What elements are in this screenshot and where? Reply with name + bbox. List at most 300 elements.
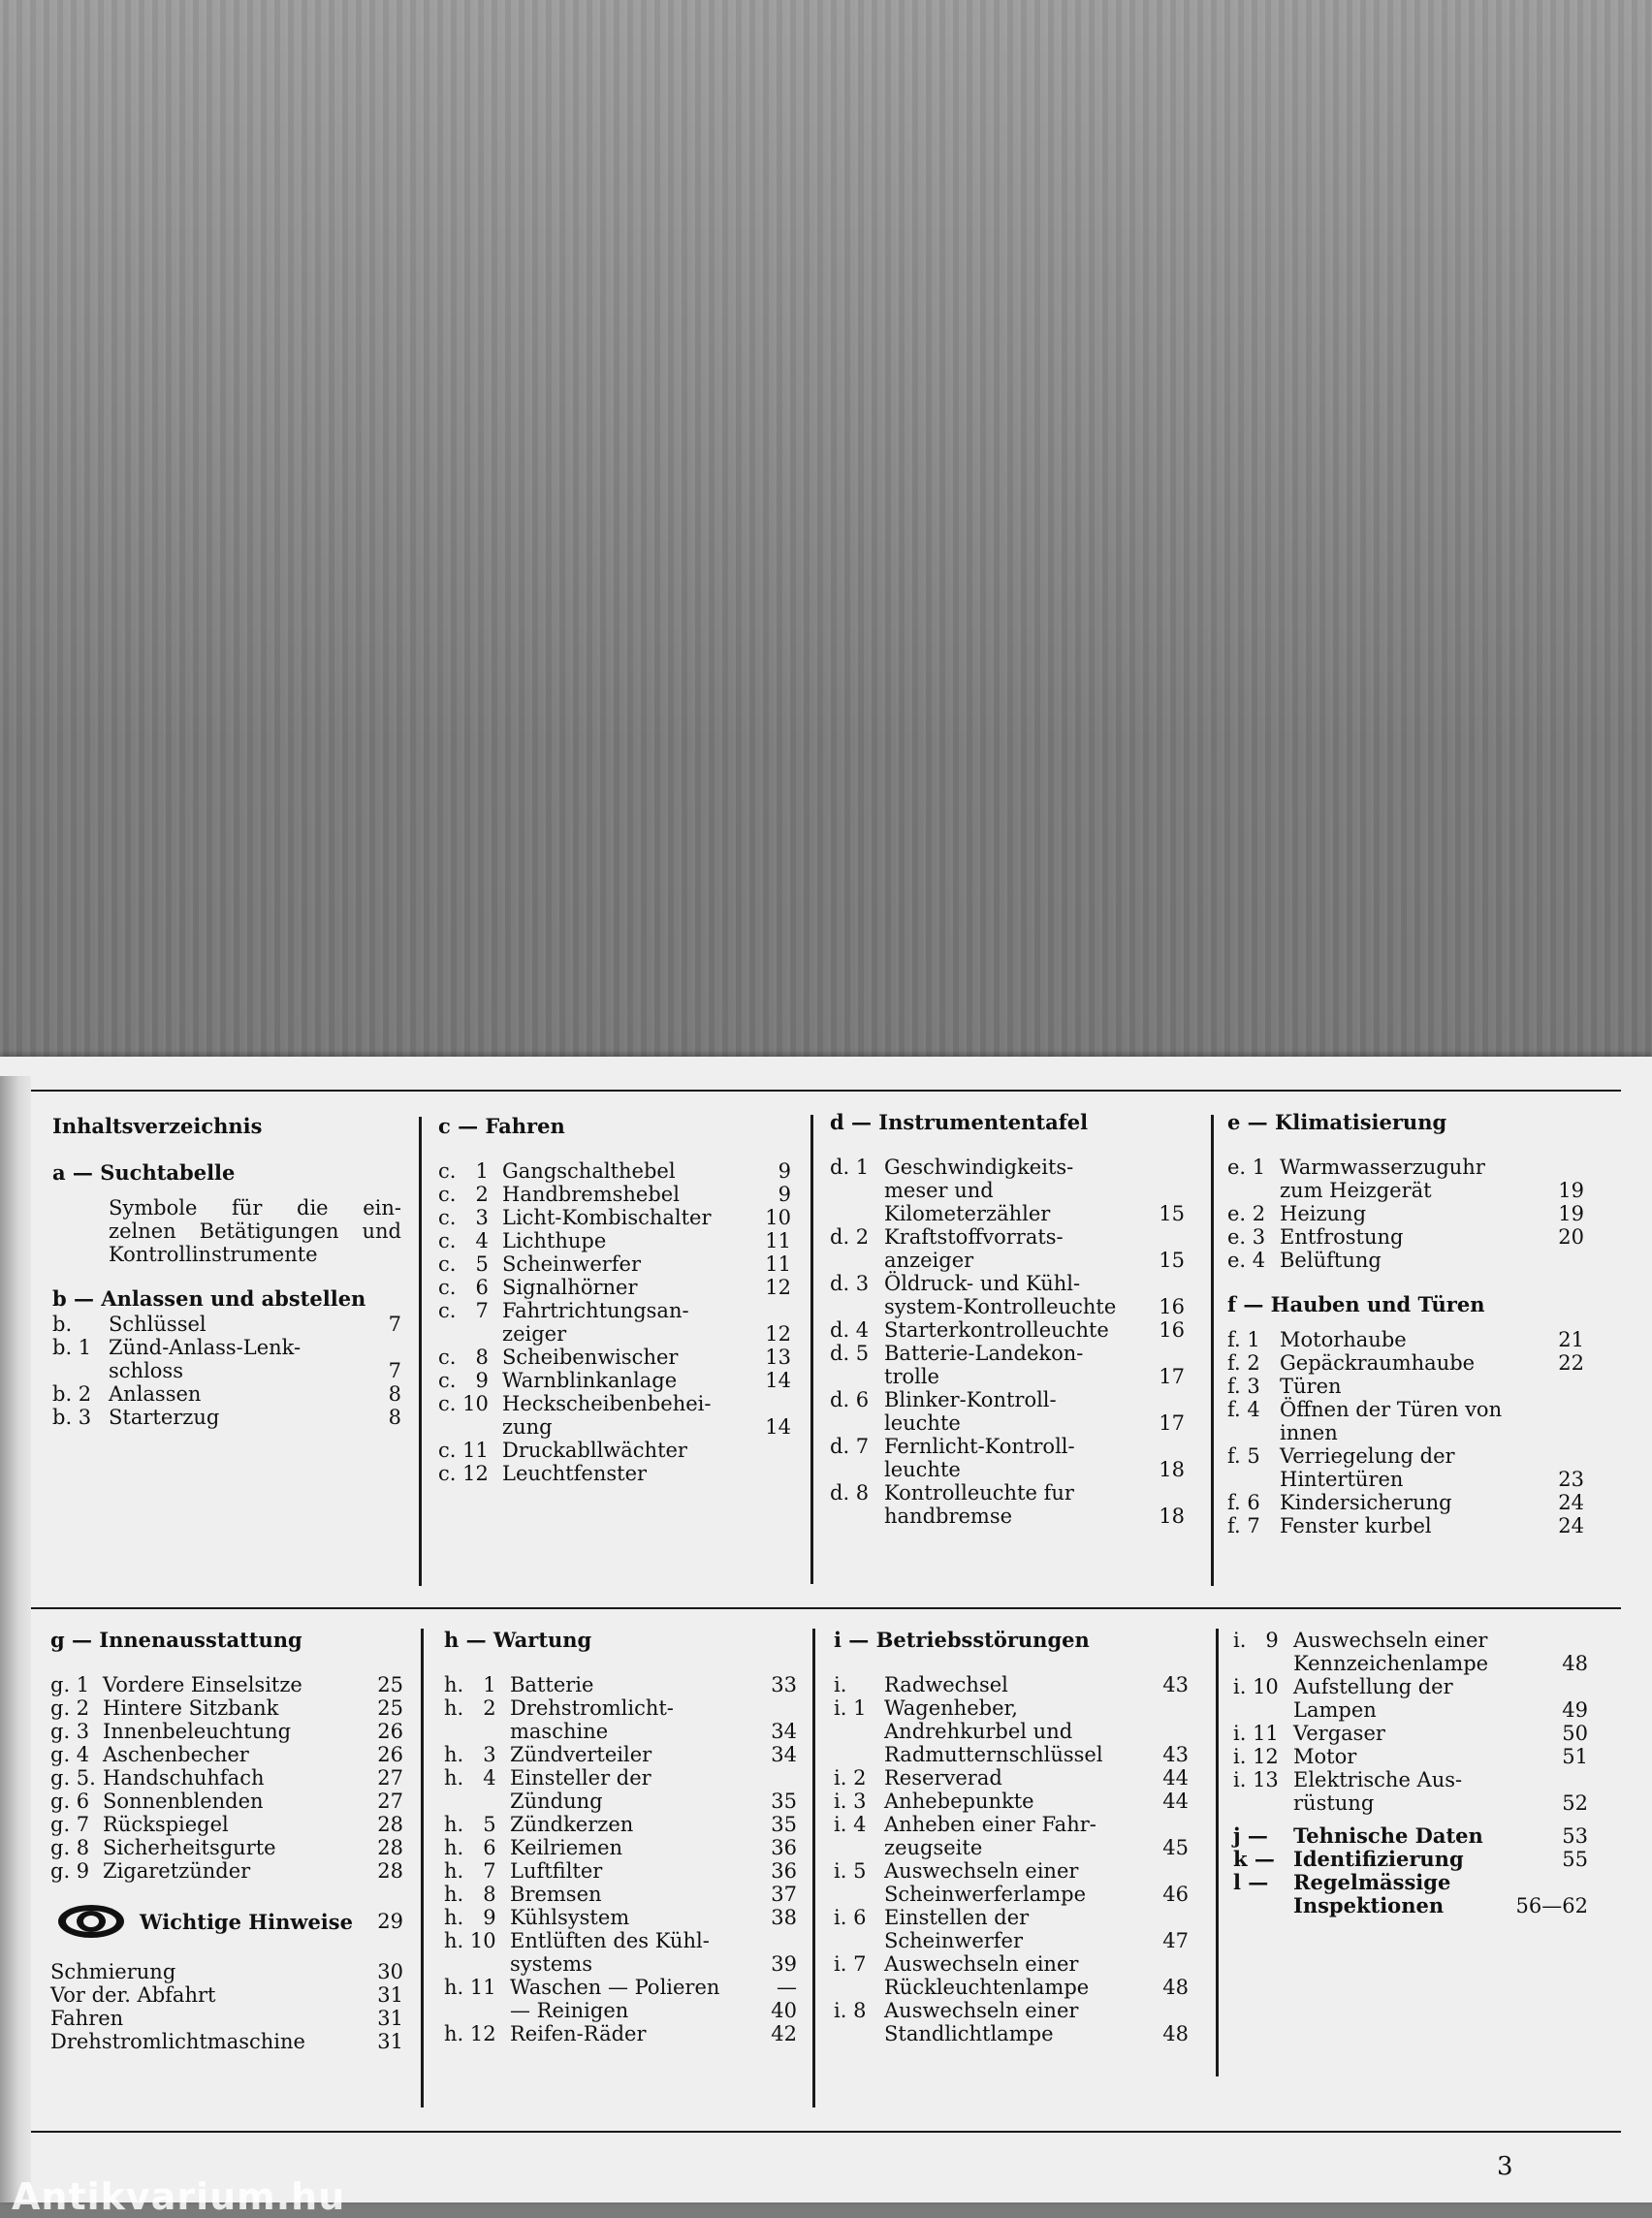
entry-title: Aschenbecher	[103, 1743, 249, 1766]
toc-entry	[1227, 1351, 1584, 1375]
entry-page: 33	[771, 1673, 797, 1696]
section-c-title: c — Fahren	[438, 1114, 565, 1138]
toc-entry	[444, 1813, 797, 1836]
toc-entry	[438, 1415, 791, 1439]
toc-entry	[50, 2007, 403, 2030]
entry-key: f. 1	[1227, 1328, 1260, 1351]
toc-entry	[830, 1435, 1185, 1458]
column-contents-c	[438, 1113, 791, 1485]
entry-title: Kindersicherung	[1280, 1491, 1452, 1514]
toc-entry	[438, 1322, 791, 1346]
entry-title: Reifen-Räder	[510, 2022, 647, 2045]
entry-page: 19	[1558, 1202, 1584, 1225]
toc-entry	[50, 1720, 403, 1743]
entry-key: c. 2	[438, 1183, 489, 1206]
entry-title: Drehstromlicht-	[510, 1696, 674, 1720]
watermark: Antikvarium.hu	[12, 2175, 346, 2218]
entry-title: Schlüssel	[109, 1313, 206, 1336]
divider-top-2	[810, 1115, 813, 1584]
entry-page: 40	[771, 1999, 797, 2022]
section-g-title: g — Innenausstattung	[50, 1628, 302, 1652]
entry-title: Standlichtlampe	[884, 2022, 1054, 2045]
hinweise-list	[50, 1960, 403, 2053]
entry-key: g. 5.	[50, 1766, 96, 1790]
entry-key: g. 2	[50, 1696, 90, 1720]
toc-entry	[1233, 1768, 1588, 1791]
entry-page: 35	[771, 1813, 797, 1836]
toc-entry	[830, 1481, 1185, 1505]
entry-title: Regelmässige	[1293, 1870, 1451, 1894]
toc-entry	[1233, 1675, 1588, 1698]
toc-title: Inhaltsverzeichnis	[52, 1114, 263, 1138]
toc-entry	[834, 1673, 1189, 1696]
entry-title: Zündkerzen	[510, 1813, 634, 1836]
entry-title: Motor	[1293, 1745, 1357, 1768]
entry-key: b. 3	[52, 1406, 92, 1429]
entry-page: 18	[1159, 1458, 1185, 1481]
toc-entry	[830, 1202, 1185, 1225]
entry-title: Türen	[1280, 1375, 1342, 1398]
toc-entry	[830, 1318, 1185, 1342]
toc-entry	[52, 1359, 401, 1382]
entry-title: Wagenheber,	[884, 1696, 1018, 1720]
entry-title: Sonnenblenden	[103, 1790, 264, 1813]
entry-key: i. 11	[1233, 1722, 1279, 1745]
entry-title: Kühlsystem	[510, 1906, 630, 1929]
toc-entry	[444, 1906, 797, 1929]
toc-entry	[438, 1276, 791, 1299]
bottom-rule	[31, 2131, 1621, 2133]
toc-entry	[1227, 1514, 1584, 1537]
entry-page: 44	[1162, 1790, 1189, 1813]
page-number: 3	[1497, 2152, 1513, 2181]
entry-page: 31	[377, 2030, 403, 2053]
entry-page: 19	[1558, 1179, 1584, 1202]
entry-title: Radwechsel	[884, 1673, 1008, 1696]
section-e-list	[1227, 1156, 1584, 1272]
entry-key: f. 7	[1227, 1514, 1260, 1537]
entry-key: c. 10	[438, 1392, 489, 1415]
entry-title: Geschwindigkeits-	[884, 1156, 1074, 1179]
eye-symbol-icon	[56, 1902, 126, 1941]
entry-key: g. 6	[50, 1790, 90, 1813]
entry-page: 38	[771, 1906, 797, 1929]
toc-entry	[1227, 1156, 1584, 1179]
entry-page: 51	[1562, 1745, 1588, 1768]
entry-page: 37	[771, 1883, 797, 1906]
entry-page: 52	[1562, 1791, 1588, 1815]
toc-entry	[444, 1696, 797, 1720]
entry-title: schloss	[109, 1359, 183, 1382]
entry-title: Lampen	[1293, 1698, 1377, 1722]
entry-title: Zündverteiler	[510, 1743, 652, 1766]
entry-page: 14	[765, 1369, 791, 1392]
entry-title: Öffnen der Türen von	[1280, 1398, 1503, 1421]
entry-title: Auswechseln einer	[884, 1999, 1079, 2022]
entry-page: 49	[1562, 1698, 1588, 1722]
toc-entry	[834, 1859, 1189, 1883]
entry-key: c. 11	[438, 1439, 489, 1462]
toc-entry	[50, 1960, 403, 1983]
entry-title: Blinker-Kontroll-	[884, 1388, 1057, 1411]
entry-key: i. 6	[834, 1906, 867, 1929]
entry-title: Einsteller der	[510, 1766, 651, 1790]
entry-page: 35	[771, 1790, 797, 1813]
entry-title: Einstellen der	[884, 1906, 1030, 1929]
toc-entry	[834, 1790, 1189, 1813]
toc-entry	[830, 1388, 1185, 1411]
entry-title: handbremse	[884, 1505, 1013, 1528]
toc-entry	[438, 1229, 791, 1252]
section-b-list	[52, 1313, 401, 1429]
entry-title: Auswechseln einer	[1293, 1629, 1488, 1652]
entry-page: 55	[1562, 1848, 1588, 1871]
entry-page: 18	[1159, 1505, 1185, 1528]
entry-title: leuchte	[884, 1411, 961, 1435]
toc-entry	[438, 1252, 791, 1276]
toc-entry	[1227, 1225, 1584, 1249]
entry-title: Drehstromlichtmaschine	[50, 2030, 305, 2053]
entry-title: Batterie	[510, 1673, 594, 1696]
toc-entry	[444, 1836, 797, 1859]
toc-entry	[834, 1906, 1189, 1929]
toc-entry	[438, 1183, 791, 1206]
entry-key: b. 1	[52, 1336, 92, 1359]
entry-title: Verriegelung der	[1280, 1444, 1455, 1468]
entry-page: 28	[377, 1836, 403, 1859]
entry-key: f. 2	[1227, 1351, 1260, 1375]
entry-key: h. 9	[444, 1906, 496, 1929]
entry-title: Signalhörner	[502, 1276, 638, 1299]
section-jkl-list	[1233, 1824, 1588, 1917]
page-binding-edge	[0, 1076, 31, 2202]
entry-title: Entfrostung	[1280, 1225, 1404, 1249]
entry-title: Leuchtfenster	[502, 1462, 648, 1485]
entry-title: Auswechseln einer	[884, 1859, 1079, 1883]
entry-key: d. 3	[830, 1272, 870, 1295]
toc-entry	[830, 1272, 1185, 1295]
toc-entry	[438, 1346, 791, 1369]
wichtige-hinweise	[50, 1902, 403, 1941]
toc-entry	[1227, 1179, 1584, 1202]
entry-page: 16	[1159, 1295, 1185, 1318]
toc-entry	[834, 1883, 1189, 1906]
entry-page: 12	[765, 1276, 791, 1299]
toc-entry	[52, 1313, 401, 1336]
entry-title: Radmutternschlüssel	[884, 1743, 1103, 1766]
entry-page: 43	[1162, 1743, 1189, 1766]
toc-entry	[444, 1720, 797, 1743]
middle-rule	[31, 1607, 1621, 1609]
section-e-title: e — Klimatisierung	[1227, 1110, 1447, 1134]
entry-key: c. 1	[438, 1159, 489, 1183]
entry-page: 12	[765, 1322, 791, 1346]
entry-title: meser und	[884, 1179, 994, 1202]
entry-key: i. 7	[834, 1952, 867, 1976]
entry-key: i. 1	[834, 1696, 867, 1720]
toc-entry	[830, 1225, 1185, 1249]
toc-entry	[50, 1790, 403, 1813]
toc-entry	[50, 1836, 403, 1859]
toc-entry	[830, 1156, 1185, 1179]
toc-entry	[1227, 1421, 1584, 1444]
entry-key: i.	[834, 1673, 847, 1696]
entry-page: 23	[1558, 1468, 1584, 1491]
toc-entry	[444, 1999, 797, 2022]
toc-entry	[1233, 1722, 1588, 1745]
toc-entry	[444, 1952, 797, 1976]
entry-title: Kennzeichenlampe	[1293, 1652, 1489, 1675]
toc-entry	[1233, 1745, 1588, 1768]
toc-entry	[830, 1179, 1185, 1202]
wood-backdrop	[0, 0, 1652, 1066]
entry-title: Starterzug	[109, 1406, 220, 1429]
entry-title: Scheinwerfer	[884, 1929, 1024, 1952]
section-i-list	[834, 1673, 1189, 2045]
entry-key: f. 5	[1227, 1444, 1260, 1468]
entry-title: Kilometerzähler	[884, 1202, 1051, 1225]
toc-entry	[444, 2022, 797, 2045]
entry-title: innen	[1280, 1421, 1338, 1444]
entry-key: h. 1	[444, 1673, 496, 1696]
entry-key: h. 4	[444, 1766, 496, 1790]
entry-title: Fernlicht-Kontroll-	[884, 1435, 1075, 1458]
entry-title: Kraftstoffvorrats-	[884, 1225, 1064, 1249]
entry-title: Scheibenwischer	[502, 1346, 679, 1369]
toc-entry	[438, 1462, 791, 1485]
entry-title: Fahrtrichtungsan-	[502, 1299, 689, 1322]
entry-key: h. 3	[444, 1743, 496, 1766]
entry-title: system-Kontrolleuchte	[884, 1295, 1117, 1318]
entry-page: 11	[765, 1229, 791, 1252]
entry-title: Lichthupe	[502, 1229, 607, 1252]
section-g-list	[50, 1673, 403, 1883]
entry-title: Vordere Einselsitze	[103, 1673, 302, 1696]
toc-entry	[834, 1696, 1189, 1720]
entry-key: d. 4	[830, 1318, 870, 1342]
toc-entry	[444, 1790, 797, 1813]
column-contents-a-b	[52, 1113, 401, 1429]
toc-entry	[444, 1929, 797, 1952]
section-d-list	[830, 1156, 1185, 1528]
entry-page: 50	[1562, 1722, 1588, 1745]
toc-entry	[1227, 1249, 1584, 1272]
toc-entry	[830, 1365, 1185, 1388]
entry-page: —	[777, 1976, 797, 1999]
entry-key: c. 5	[438, 1252, 489, 1276]
entry-title: zeiger	[502, 1322, 567, 1346]
toc-entry	[830, 1342, 1185, 1365]
entry-key: h. 12	[444, 2022, 496, 2045]
toc-entry	[444, 1743, 797, 1766]
entry-page: 34	[771, 1743, 797, 1766]
entry-page: 8	[388, 1406, 401, 1429]
entry-key: c. 6	[438, 1276, 489, 1299]
toc-entry	[438, 1159, 791, 1183]
toc-entry	[834, 2022, 1189, 2045]
toc-entry	[444, 1673, 797, 1696]
divider-bottom-1	[421, 1629, 424, 2107]
entry-key: b.	[52, 1313, 73, 1336]
section-f-title: f — Hauben und Türen	[1227, 1292, 1485, 1316]
entry-title: Andrehkurbel und	[884, 1720, 1073, 1743]
toc-entry	[1227, 1328, 1584, 1351]
entry-title: Fahren	[50, 2007, 124, 2030]
entry-title: Anheben einer Fahr-	[884, 1813, 1096, 1836]
entry-title: — Reinigen	[510, 1999, 629, 2022]
entry-title: Bremsen	[510, 1883, 602, 1906]
toc-entry	[444, 1976, 797, 1999]
toc-entry	[444, 1883, 797, 1906]
entry-key: g. 9	[50, 1859, 90, 1883]
entry-key: c. 8	[438, 1346, 489, 1369]
entry-key: e. 4	[1227, 1249, 1266, 1272]
entry-page: 9	[778, 1183, 791, 1206]
entry-page: 15	[1159, 1202, 1185, 1225]
entry-key: d. 8	[830, 1481, 870, 1505]
entry-title: Anhebepunkte	[884, 1790, 1034, 1813]
toc-entry	[830, 1295, 1185, 1318]
entry-title: Batterie-Landekon-	[884, 1342, 1084, 1365]
entry-page: 44	[1162, 1766, 1189, 1790]
entry-page: 16	[1159, 1318, 1185, 1342]
toc-entry	[444, 1859, 797, 1883]
toc-entry	[834, 1743, 1189, 1766]
toc-entry	[52, 1336, 401, 1359]
entry-title: Waschen — Polieren	[510, 1976, 720, 1999]
entry-title: Warmwasserzuguhr	[1280, 1156, 1485, 1179]
entry-title: zung	[502, 1415, 553, 1439]
entry-key: h. 10	[444, 1929, 496, 1952]
entry-key: g. 4	[50, 1743, 90, 1766]
toc-entry	[1233, 1791, 1588, 1815]
entry-title: Vor der. Abfahrt	[50, 1983, 216, 2007]
toc-entry	[52, 1382, 401, 1406]
entry-page: 8	[388, 1382, 401, 1406]
column-contents-i-jkl	[1233, 1629, 1588, 1917]
entry-title: Heckscheibenbehei-	[502, 1392, 712, 1415]
entry-page: 15	[1159, 1249, 1185, 1272]
entry-key: d. 6	[830, 1388, 870, 1411]
entry-title: Auswechseln einer	[884, 1952, 1079, 1976]
entry-key: e. 2	[1227, 1202, 1266, 1225]
entry-key: g. 1	[50, 1673, 90, 1696]
entry-key: d. 5	[830, 1342, 870, 1365]
entry-title: Warnblinkanlage	[502, 1369, 678, 1392]
entry-key: h. 2	[444, 1696, 496, 1720]
toc-entry	[1227, 1491, 1584, 1514]
entry-key: g. 3	[50, 1720, 90, 1743]
entry-key: i. 10	[1233, 1675, 1279, 1698]
entry-title: zeugseite	[884, 1836, 983, 1859]
entry-key: h. 11	[444, 1976, 496, 1999]
toc-entry	[1233, 1698, 1588, 1722]
top-rule	[31, 1090, 1621, 1092]
entry-page: 43	[1162, 1673, 1189, 1696]
entry-title: Elektrische Aus-	[1293, 1768, 1463, 1791]
entry-title: Hintertüren	[1280, 1468, 1404, 1491]
toc-entry	[1233, 1652, 1588, 1675]
entry-key: h. 5	[444, 1813, 496, 1836]
entry-title: Heizung	[1280, 1202, 1367, 1225]
entry-title: maschine	[510, 1720, 609, 1743]
entry-page: 45	[1162, 1836, 1189, 1859]
entry-key: l —	[1233, 1870, 1269, 1894]
entry-title: Handbremshebel	[502, 1183, 680, 1206]
entry-key: h. 7	[444, 1859, 496, 1883]
entry-title: Luftfilter	[510, 1859, 603, 1883]
entry-title: Aufstellung der	[1293, 1675, 1453, 1698]
entry-page: 25	[377, 1673, 403, 1696]
section-i-continued-list	[1233, 1629, 1588, 1815]
entry-title: Zünd-Anlass-Lenk-	[109, 1336, 302, 1359]
entry-page: 27	[377, 1790, 403, 1813]
entry-title: Reserverad	[884, 1766, 1002, 1790]
toc-entry	[50, 1696, 403, 1720]
entry-title: Identifizierung	[1293, 1847, 1464, 1871]
entry-key: c. 12	[438, 1462, 489, 1485]
entry-page: 10	[765, 1206, 791, 1229]
toc-entry	[50, 1673, 403, 1696]
toc-entry	[444, 1766, 797, 1790]
entry-key: b. 2	[52, 1382, 92, 1406]
wichtige-hinweise-page: 29	[377, 1910, 403, 1933]
entry-title: Kontrolleuchte fur	[884, 1481, 1074, 1505]
column-contents-h	[444, 1627, 797, 2045]
toc-entry	[438, 1299, 791, 1322]
toc-entry	[438, 1439, 791, 1462]
entry-key: g. 7	[50, 1813, 90, 1836]
entry-page: 31	[377, 1983, 403, 2007]
entry-key: f. 4	[1227, 1398, 1260, 1421]
entry-page: 17	[1159, 1411, 1185, 1435]
entry-page: 11	[765, 1252, 791, 1276]
entry-page: 36	[771, 1859, 797, 1883]
entry-page: 53	[1562, 1824, 1588, 1848]
toc-entry	[52, 1406, 401, 1429]
entry-key: i. 8	[834, 1999, 867, 2022]
section-a-line: zelnen Betätigungen und	[109, 1220, 401, 1243]
entry-key: d. 1	[830, 1156, 870, 1179]
entry-page: 24	[1558, 1514, 1584, 1537]
entry-page: 28	[377, 1859, 403, 1883]
column-contents-g	[50, 1627, 403, 2053]
entry-page: 48	[1162, 1976, 1189, 1999]
entry-page: 27	[377, 1766, 403, 1790]
entry-key: i. 2	[834, 1766, 867, 1790]
entry-key: i. 4	[834, 1813, 867, 1836]
toc-entry	[834, 1999, 1189, 2022]
entry-page: 9	[778, 1159, 791, 1183]
entry-title: Starterkontrolleuchte	[884, 1318, 1109, 1342]
entry-title: Zigaretzünder	[103, 1859, 251, 1883]
toc-entry	[834, 1952, 1189, 1976]
toc-entry	[1233, 1848, 1588, 1871]
entry-page: 26	[377, 1743, 403, 1766]
toc-entry	[834, 1720, 1189, 1743]
column-contents-i	[834, 1627, 1189, 2045]
entry-title: trolle	[884, 1365, 939, 1388]
entry-key: g. 8	[50, 1836, 90, 1859]
entry-title: Entlüften des Kühl-	[510, 1929, 710, 1952]
entry-page: 7	[388, 1313, 401, 1336]
entry-title: Handschuhfach	[103, 1766, 265, 1790]
entry-title: Anlassen	[109, 1382, 202, 1406]
section-d-title: d — Instrumententafel	[830, 1110, 1089, 1134]
entry-title: zum Heizgerät	[1280, 1179, 1432, 1202]
entry-page: 36	[771, 1836, 797, 1859]
toc-entry	[834, 1766, 1189, 1790]
